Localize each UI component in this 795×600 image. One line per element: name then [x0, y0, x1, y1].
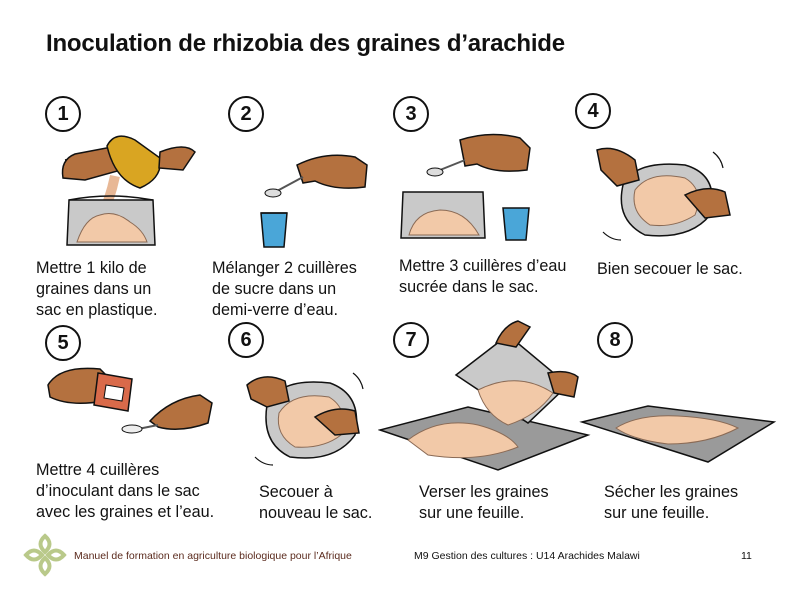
caption-line: sac en plastique. [36, 301, 158, 319]
illustration-shake-bag [595, 140, 735, 250]
caption-line: sur une feuille. [419, 504, 525, 522]
step-2-caption [212, 258, 357, 321]
illustration-inoculant-packet [40, 355, 220, 445]
illustration-pour-seeds-into-bag [55, 130, 205, 255]
illustration-sugar-in-water [255, 145, 370, 250]
caption-line: avec les graines et l’eau. [36, 503, 215, 521]
step-5-number: 5 [45, 325, 81, 361]
caption-line: Mettre 3 cuillères d’eau [399, 257, 567, 275]
step-1-caption [36, 258, 158, 321]
page-title: Inoculation de rhizobia des graines d’arachide [46, 30, 565, 57]
caption-line: Mélanger 2 cuillères [212, 259, 357, 277]
caption-line: d’inoculant dans le sac [36, 482, 200, 500]
step-3-number: 3 [393, 96, 429, 132]
footer-module: M9 Gestion des cultures : U14 Arachides Malawi [414, 550, 640, 562]
illustration-pour-seeds-on-sheet [378, 315, 593, 475]
step-2-number: 2 [228, 96, 264, 132]
step-7-number: 7 [393, 322, 429, 358]
manual-logo [22, 532, 68, 578]
caption-line: Mettre 1 kilo de [36, 259, 147, 277]
step-4-number: 4 [575, 93, 611, 129]
illustration-dry-seeds-on-sheet [578, 400, 778, 468]
caption-line: sucrée dans le sac. [399, 278, 539, 296]
step-1-number: 1 [45, 96, 81, 132]
step-4-caption [597, 259, 743, 280]
caption-line: Sécher les graines [604, 483, 739, 501]
caption-line: sur une feuille. [604, 504, 710, 522]
caption-line: Secouer à [259, 483, 333, 501]
illustration-shake-bag-again [245, 365, 375, 470]
caption-line: graines dans un [36, 280, 152, 298]
step-8-caption [604, 482, 738, 524]
step-7-caption [419, 482, 549, 524]
step-8-number: 8 [597, 322, 633, 358]
caption-line: demi-verre d’eau. [212, 301, 338, 319]
caption-line: Bien secouer le sac. [597, 260, 743, 278]
caption-line: Verser les graines [419, 483, 549, 501]
step-6-number: 6 [228, 322, 264, 358]
footer-manual-title: Manuel de formation en agriculture biologique pour l’Afrique [74, 550, 352, 562]
caption-line: Mettre 4 cuillères [36, 461, 160, 479]
step-6-caption [259, 482, 372, 524]
illustration-sweet-water-into-bag [395, 130, 545, 245]
page-number: 11 [741, 550, 752, 562]
caption-line: de sucre dans un [212, 280, 337, 298]
caption-line: nouveau le sac. [259, 504, 373, 522]
step-5-caption [36, 460, 214, 523]
step-3-caption [399, 256, 566, 298]
